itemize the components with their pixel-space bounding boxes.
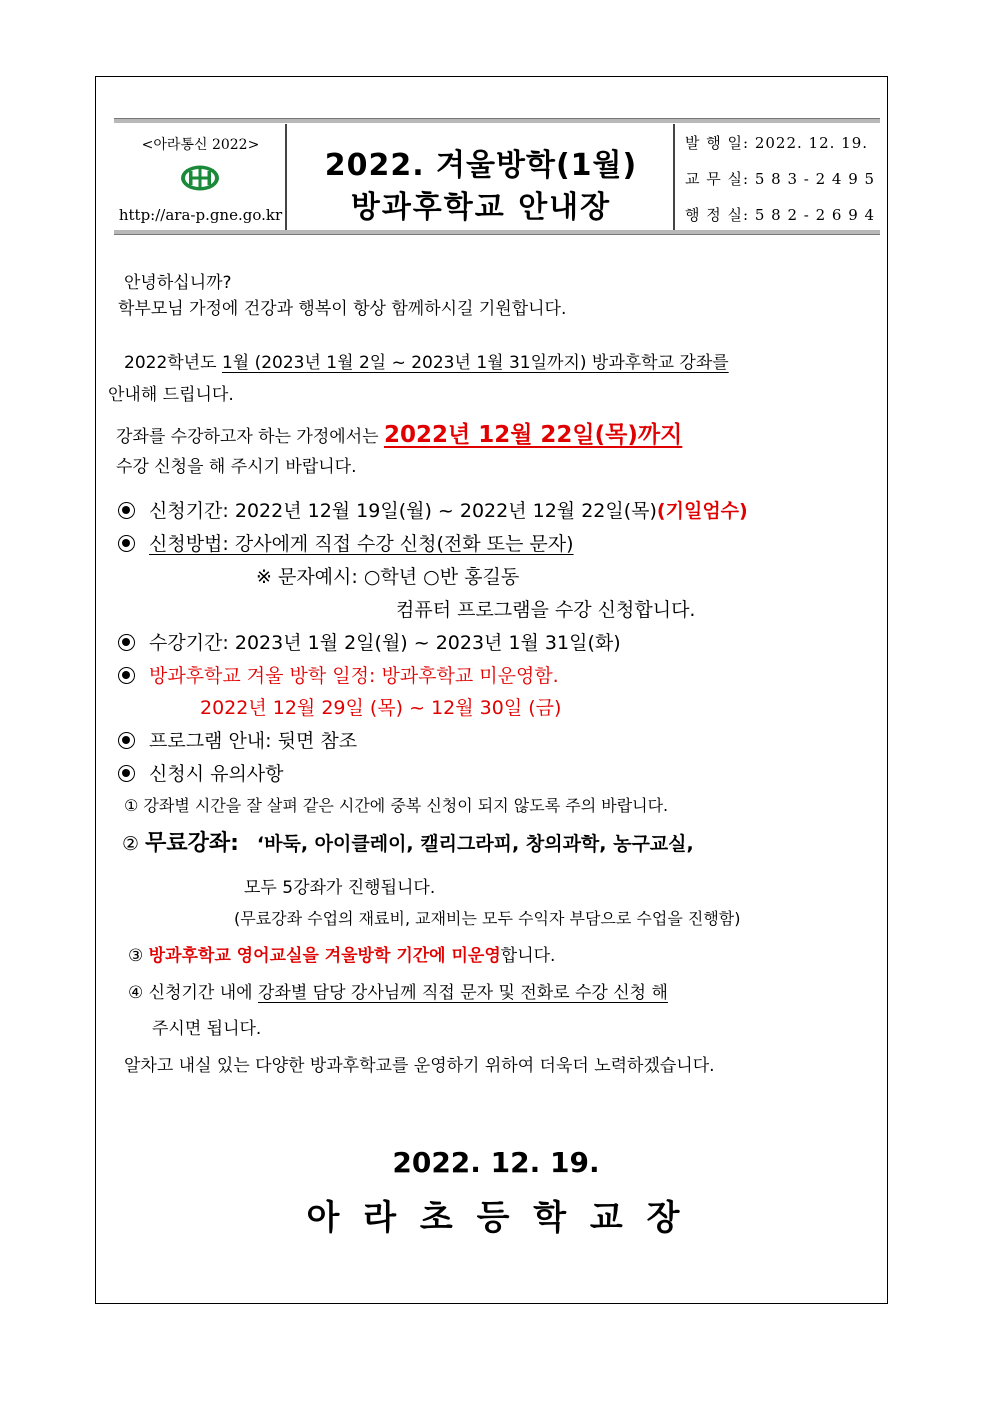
course-period-item [118,628,621,655]
note-2-continuation: 모두 5강좌가 진행됩니다. [244,878,436,898]
newsletter-header [114,118,880,236]
header-info-cell [675,124,880,230]
school-url[interactable]: http://ara-p.gne.go.kr [118,206,283,224]
greeting-2: 학부모님 가정에 건강과 행복이 항상 함께하시길 기원합니다. [118,299,567,319]
header-bottom-rule [114,230,880,235]
winter-dates: 2022년 12월 29일 (목) ~ 12월 30일 (금) [200,697,562,719]
header-title-cell [287,124,675,230]
principal-signature: 아 라 초 등 학 교 장 [306,1198,686,1238]
note-4-number: ④ [128,983,149,1003]
winter-schedule-item [118,661,559,688]
method-item [118,529,574,556]
note-4-continuation: 주시면 됩니다. [152,1019,262,1039]
note-4-underlined: 강좌별 담당 강사님께 직접 문자 및 전화로 수강 신청 해 [258,983,668,1003]
winter-schedule-text: 방과후학교 겨울 방학 일정: 방과후학교 미운영함. [149,665,559,687]
note-2-number: ② [122,833,146,855]
note-4 [128,978,668,1003]
program-info-item [118,726,357,753]
greeting-1: 안녕하십니까? [124,273,232,293]
sms-example-2: 컴퓨터 프로그램을 수강 신청합니다. [396,599,696,621]
bullet-icon [118,765,135,782]
bullet-icon [118,535,135,552]
note-4-prefix: 신청기간 내에 [148,983,258,1003]
footer-date: 2022. 12. 19. [392,1146,600,1179]
intro-line [124,348,729,373]
intro-continuation: 안내해 드립니다. [108,385,234,405]
notes-title-text: 신청시 유의사항 [149,763,284,785]
closing-sentence: 알차고 내실 있는 다양한 방과후학교를 운영하기 위하여 더욱더 노력하겠습니다. [124,1056,715,1076]
admin-phone: 행 정 실: 5 8 2 - 2 6 9 4 [685,206,876,224]
bullet-icon [118,634,135,651]
note-2-parenthetical: (무료강좌 수업의 재료비, 교재비는 모두 수익자 부담으로 수업을 진행함) [234,909,741,928]
header-top-rule [114,118,880,123]
bullet-icon [118,502,135,519]
program-info-text: 프로그램 안내: 뒷면 참조 [149,730,358,752]
note-3-red: 방과후학교 영어교실을 겨울방학 기간에 미운영 [148,946,501,966]
title-line-2: 방과후학교 안내장 [350,190,612,225]
intro-period: 1월 (2023년 1월 2일 ~ 2023년 1월 31일까지) 방과후학교 강좌를 [221,353,729,373]
bullet-icon [118,732,135,749]
bullet-icon [118,667,135,684]
course-period-text: 수강기간: 2023년 1월 2일(월) ~ 2023년 1월 31일(화) [149,632,621,654]
apply-prefix: 강좌를 수강하고자 하는 가정에서는 [116,427,384,447]
note-3-number: ③ [128,946,149,966]
apply-deadline: 2022년 12월 22일(목)까지 [383,422,683,448]
intro-prefix: 2022학년도 [124,353,222,373]
school-logo-icon [180,164,220,192]
note-3 [128,941,555,966]
period-text: 신청기간: 2022년 12월 19일(월) ~ 2022년 12월 22일(목) [149,500,657,522]
note-1: ① 강좌별 시간을 잘 살펴 같은 시간에 중복 신청이 되지 않도록 주의 바랍니다. [124,796,669,815]
apply-line [116,416,682,449]
header-left-cell [114,124,287,230]
note-2 [122,826,694,857]
sms-example-1: ※ 문자예시: ○학년 ○반 홍길동 [256,566,520,588]
document-frame [95,76,888,1304]
period-item [118,496,748,523]
office-phone: 교 무 실: 5 8 3 - 2 4 9 5 [685,170,876,188]
apply-suffix: 수강 신청을 해 주시기 바랍니다. [116,457,357,477]
issue-date: 발 행 일: 2022. 12. 19. [685,134,869,152]
period-note: (기일엄수) [656,500,748,522]
newsletter-name: <아라통신 2022> [141,137,260,153]
note-2-list: ‘바둑, 아이클레이, 캘리그라피, 창의과학, 농구교실, [256,833,694,855]
title-line-1: 2022. 겨울방학(1월) [324,148,638,183]
note-2-label: 무료강좌: [145,831,239,856]
method-text: 신청방법: 강사에게 직접 수강 신청(전화 또는 문자) [149,533,574,555]
note-3-suffix: 합니다. [500,946,556,966]
notes-title-item [118,759,284,786]
